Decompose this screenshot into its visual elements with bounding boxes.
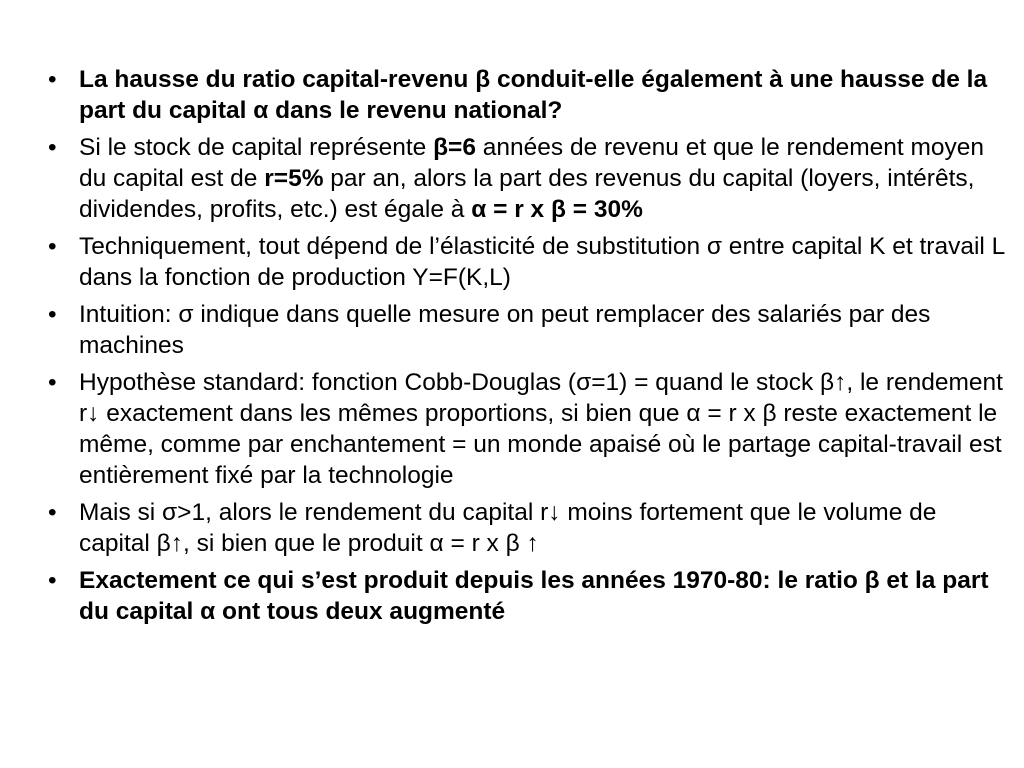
bullet-marker: • [48, 567, 57, 594]
bullet-item-1 [46, 64, 1006, 126]
bullet-text: Hypothèse standard: fonction Cobb-Douglas (σ=1) = quand le stock β↑, le rendement r↓ exactement dans les mêmes proportions, si bien que α = r x β reste exactement le même, comme par enchantement = un monde apaisé où le partage capital-travail est entièrement fixé par la technologie [79, 369, 1003, 489]
bullet-text: années de revenu et que le rendement moyen du capital est de [79, 134, 985, 192]
bullet-marker: • [48, 134, 57, 161]
bullet-list [46, 64, 1006, 633]
bullet-text: Intuition: σ indique dans quelle mesure on peut remplacer des salariés par des machines [79, 301, 931, 359]
bullet-text: Techniquement, tout dépend de l’élasticité de substitution σ entre capital K et travail L dans la fonction de production Y=F(K,L) [79, 233, 1005, 291]
bullet-marker: • [48, 233, 57, 260]
bullet-text-bold: α = r x β = 30% [471, 196, 643, 223]
bullet-marker: • [48, 66, 57, 93]
bullet-text: par an, alors la part des revenus du capital (loyers, intérêts, dividendes, profits, etc.) est égale à [79, 165, 975, 223]
bullet-item-2 [46, 132, 1006, 225]
bullet-item-3 [46, 231, 1006, 293]
bullet-item-5 [46, 367, 1006, 491]
bullet-text-bold: Exactement ce qui s’est produit depuis les années 1970-80: le ratio β et la part du capital α ont tous deux augmenté [79, 567, 989, 625]
bullet-text-bold: La hausse du ratio capital-revenu β conduit-elle également à une hausse de la part du capital α dans le revenu national? [79, 66, 988, 124]
bullet-text: Mais si σ>1, alors le rendement du capital r↓ moins fortement que le volume de capital β↑, si bien que le produit α = r x β ↑ [79, 499, 937, 557]
bullet-marker: • [48, 499, 57, 526]
bullet-marker: • [48, 369, 57, 396]
bullet-item-7 [46, 565, 1006, 627]
bullet-item-6 [46, 497, 1006, 559]
bullet-marker: • [48, 301, 57, 328]
bullet-text: Si le stock de capital représente [79, 134, 434, 161]
bullet-item-4 [46, 299, 1006, 361]
bullet-text-bold: β=6 [433, 134, 476, 161]
bullet-text-bold: r=5% [264, 165, 324, 192]
